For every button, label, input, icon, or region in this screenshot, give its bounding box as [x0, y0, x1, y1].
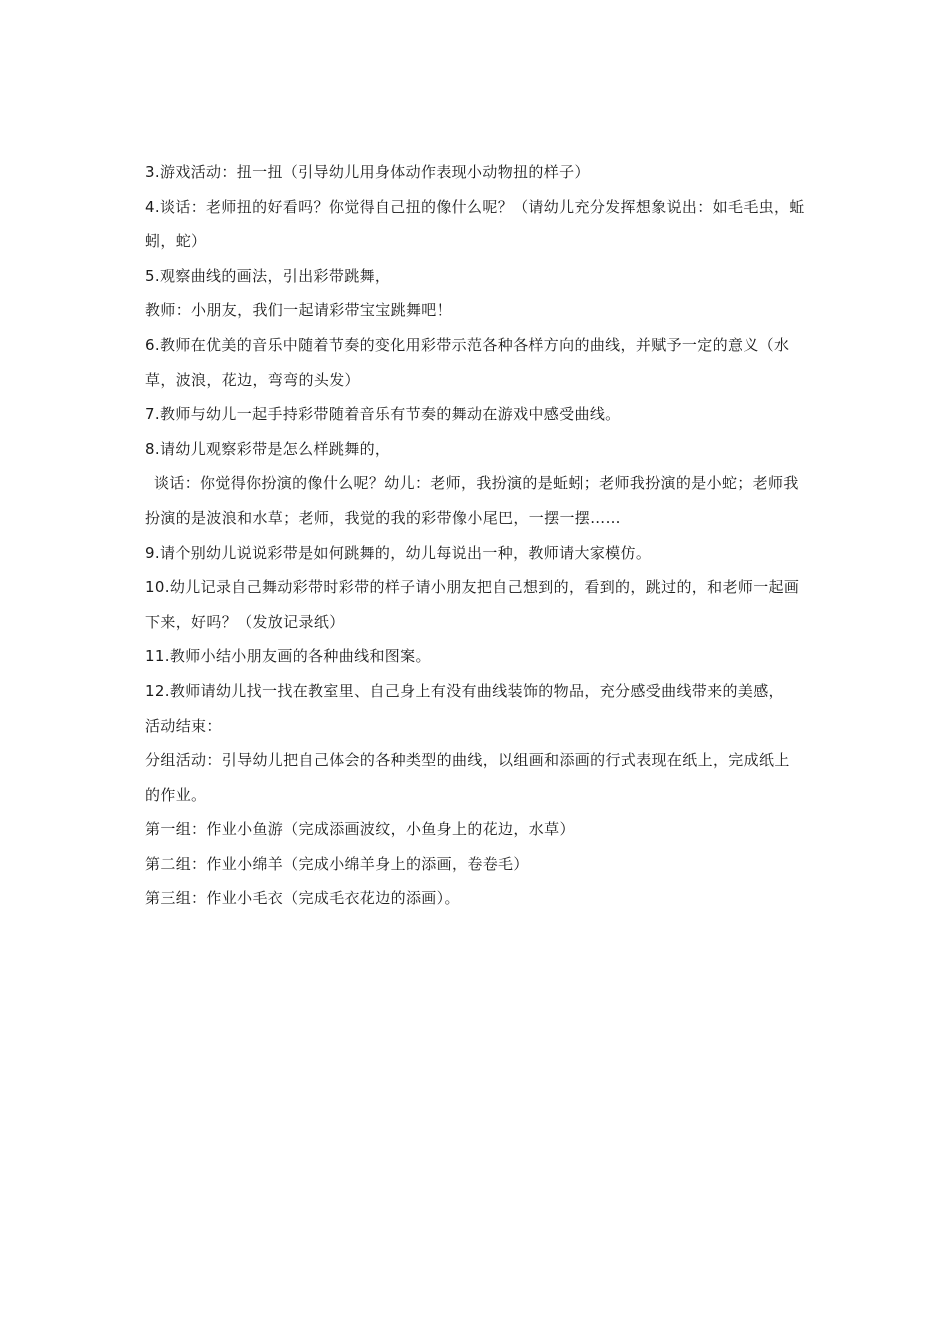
paragraph-teacher-line: 教师：小朋友，我们一起请彩带宝宝跳舞吧！ [145, 301, 453, 320]
paragraph-step-8: 8.请幼儿观察彩带是怎么样跳舞的， [145, 439, 391, 458]
paragraph-step-5: 5.观察曲线的画法，引出彩带跳舞， [145, 266, 391, 285]
paragraph-group-activity: 分组活动：引导幼儿把自己体会的各种类型的曲线，以组画和添画的行式表现在纸上，完成纸上的作业。 [145, 751, 790, 804]
paragraph-group-2: 第二组：作业小绵羊（完成小绵羊身上的添画，卷卷毛） [145, 854, 529, 873]
document-body [145, 155, 805, 916]
paragraph-step-11: 11.教师小结小朋友画的各种曲线和图案。 [145, 647, 431, 666]
paragraph-step-4: 4.谈话：老师扭的好看吗？你觉得自己扭的像什么呢？（请幼儿充分发挥想象说出：如毛毛虫，蚯蚓，蛇） [145, 197, 805, 251]
paragraph-step-12: 12.教师请幼儿找一找在教室里、自己身上有没有曲线装饰的物品，充分感受曲线带来的美感， [145, 681, 784, 700]
paragraph-group-3: 第三组：作业小毛衣（完成毛衣花边的添画）。 [145, 889, 460, 908]
paragraph-dialogue: 谈话：你觉得你扮演的像什么呢？幼儿：老师，我扮演的是蚯蚓；老师我扮演的是小蛇；老师我扮演的是波浪和水草；老师，我觉的我的彩带像小尾巴，一摆一摆…… [145, 474, 799, 527]
paragraph-activity-end: 活动结束： [145, 716, 222, 735]
paragraph-step-10: 10.幼儿记录自己舞动彩带时彩带的样子请小朋友把自己想到的，看到的，跳过的，和老师一起画下来，好吗？（发放记录纸） [145, 578, 800, 631]
paragraph-step-6: 6.教师在优美的音乐中随着节奏的变化用彩带示范各种各样方向的曲线，并赋予一定的意义（水草，波浪，花边，弯弯的头发） [145, 335, 790, 389]
paragraph-step-7: 7.教师与幼儿一起手持彩带随着音乐有节奏的舞动在游戏中感受曲线。 [145, 405, 621, 424]
paragraph-step-9: 9.请个别幼儿说说彩带是如何跳舞的，幼儿每说出一种，教师请大家模仿。 [145, 543, 652, 562]
paragraph-group-1: 第一组：作业小鱼游（完成添画波纹，小鱼身上的花边，水草） [145, 820, 575, 839]
paragraph-step-3: 3.游戏活动：扭一扭（引导幼儿用身体动作表现小动物扭的样子） [145, 163, 590, 181]
